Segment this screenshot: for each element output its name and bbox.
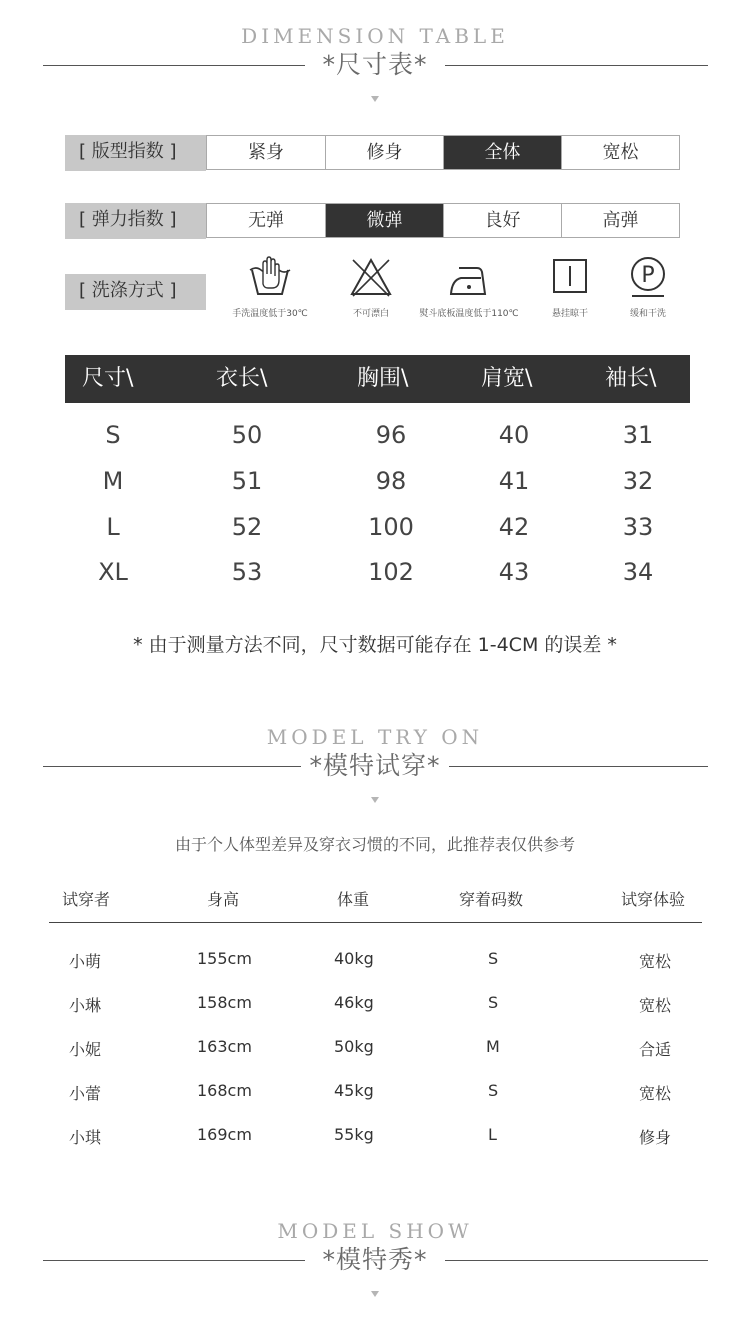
measurement-note: * 由于测量方法不同，尺寸数据可能存在 1-4CM 的误差 *	[133, 634, 617, 656]
shoulder-cell: 43	[498, 558, 530, 586]
stretch-option-none: 无弹	[248, 210, 284, 231]
size-cell: XL	[98, 558, 128, 586]
size-cell: L	[106, 513, 120, 541]
wash-method-label: [ 洗涤方式 ]	[65, 274, 206, 310]
tester-name: 小蕾	[69, 1084, 102, 1103]
caret-down-icon	[371, 96, 379, 102]
header-height: 身高	[207, 890, 240, 909]
sleeve-cell: 34	[622, 558, 654, 586]
stretch-option-high: 高弹	[561, 204, 679, 237]
model-show-title-cn: *模特秀*	[322, 1245, 428, 1274]
header-chest: 胸围\	[357, 366, 409, 391]
size-row	[65, 461, 690, 501]
caret-down-icon	[371, 1291, 379, 1297]
no-bleach-icon	[349, 256, 393, 298]
iron-icon	[447, 256, 491, 298]
hang-dry-caption: 悬挂晾干	[551, 309, 588, 319]
size-row	[65, 552, 690, 592]
size-row	[65, 415, 690, 455]
tester-weight: 45kg	[334, 1081, 374, 1100]
stretch-option-slight: 微弹	[325, 204, 443, 237]
fit-option-loose: 宽松	[561, 136, 679, 169]
tester-experience: 修身	[639, 1128, 672, 1147]
header-tester: 试穿者	[62, 890, 111, 909]
fit-index-row	[65, 135, 680, 171]
dimension-section-header	[0, 24, 750, 102]
tester-name: 小萌	[69, 952, 102, 971]
chest-cell: 100	[368, 513, 414, 541]
chest-cell: 96	[375, 421, 407, 449]
no-bleach-caption: 不可漂白	[352, 309, 389, 319]
sleeve-cell: 33	[622, 513, 654, 541]
tester-height: 158cm	[197, 993, 252, 1012]
stretch-option-good: 良好	[443, 204, 561, 237]
fit-option-tight: 紧身	[248, 142, 284, 163]
tester-experience: 宽松	[639, 1084, 672, 1103]
hand-wash-caption: 手洗温度低于30℃	[232, 309, 308, 319]
header-experience: 试穿体验	[621, 890, 686, 909]
model-show-title-en: MODEL SHOW	[277, 1219, 473, 1243]
tester-experience: 宽松	[639, 952, 672, 971]
dimension-title-cn: *尺寸表*	[322, 50, 428, 79]
length-cell: 52	[231, 513, 263, 541]
shoulder-cell: 40	[498, 421, 530, 449]
tester-experience: 合适	[639, 1040, 672, 1059]
tester-height: 163cm	[197, 1037, 252, 1056]
wash-item-dry-clean	[618, 256, 678, 319]
tester-weight: 50kg	[334, 1037, 374, 1056]
dry-clean-caption: 缓和干洗	[629, 309, 666, 319]
chest-cell: 102	[368, 558, 414, 586]
header-size: 尺寸\	[82, 366, 134, 391]
stretch-index-label: [ 弹力指数 ]	[65, 203, 206, 239]
tester-weight: 55kg	[334, 1125, 374, 1144]
tester-size: M	[486, 1037, 500, 1056]
length-cell: 50	[231, 421, 263, 449]
header-weight: 体重	[337, 890, 370, 909]
header-size-worn: 穿着码数	[459, 890, 524, 909]
try-on-title-cn: *模特试穿*	[309, 751, 441, 780]
sleeve-cell: 31	[622, 421, 654, 449]
svg-text:P: P	[641, 263, 655, 288]
try-on-intro: 由于个人体型差异及穿衣习惯的不同，此推荐表仅供参考	[174, 835, 575, 854]
header-shoulder: 肩宽\	[481, 366, 533, 391]
divider-right	[449, 766, 708, 767]
tester-name: 小琳	[69, 996, 102, 1015]
length-cell: 53	[231, 558, 263, 586]
wash-item-hang-dry	[540, 256, 600, 319]
model-show-section-header	[0, 1219, 750, 1297]
shoulder-cell: 42	[498, 513, 530, 541]
caret-down-icon	[371, 797, 379, 803]
tester-height: 169cm	[197, 1125, 252, 1144]
tester-experience: 宽松	[639, 996, 672, 1015]
fit-option-regular: 全体	[443, 136, 561, 169]
iron-caption: 熨斗底板温度低于110℃	[419, 309, 519, 319]
tester-size: S	[488, 993, 499, 1012]
size-cell: S	[105, 421, 121, 449]
tester-weight: 46kg	[334, 993, 374, 1012]
fit-option-slim: 修身	[325, 136, 443, 169]
tester-size: S	[488, 949, 499, 968]
fit-index-label: [ 版型指数 ]	[65, 135, 206, 171]
size-cell: M	[102, 467, 124, 495]
size-row	[65, 507, 690, 547]
wash-item-iron	[412, 256, 526, 319]
wash-item-hand	[222, 256, 318, 319]
wash-item-no-bleach	[340, 256, 402, 319]
tester-height: 168cm	[197, 1081, 252, 1100]
hand-wash-icon	[248, 256, 292, 298]
tester-height: 155cm	[197, 949, 252, 968]
dimension-title-en: DIMENSION TABLE	[241, 24, 509, 48]
hang-dry-icon	[548, 256, 592, 298]
tester-weight: 40kg	[334, 949, 374, 968]
chest-cell: 98	[375, 467, 407, 495]
header-length: 衣长\	[216, 366, 268, 391]
divider-right	[445, 65, 708, 66]
sleeve-cell: 32	[622, 467, 654, 495]
try-on-title-en: MODEL TRY ON	[266, 725, 484, 749]
tester-name: 小琪	[69, 1128, 102, 1147]
tester-name: 小妮	[69, 1040, 102, 1059]
length-cell: 51	[231, 467, 263, 495]
dry-clean-icon	[626, 256, 670, 298]
header-divider	[49, 922, 702, 923]
size-table-header	[65, 355, 690, 403]
divider-right	[445, 1260, 708, 1261]
try-on-section-header	[0, 725, 750, 803]
tester-size: L	[488, 1125, 497, 1144]
stretch-index-row	[65, 203, 680, 239]
header-sleeve: 袖长\	[605, 366, 657, 391]
tester-size: S	[488, 1081, 499, 1100]
shoulder-cell: 41	[498, 467, 530, 495]
